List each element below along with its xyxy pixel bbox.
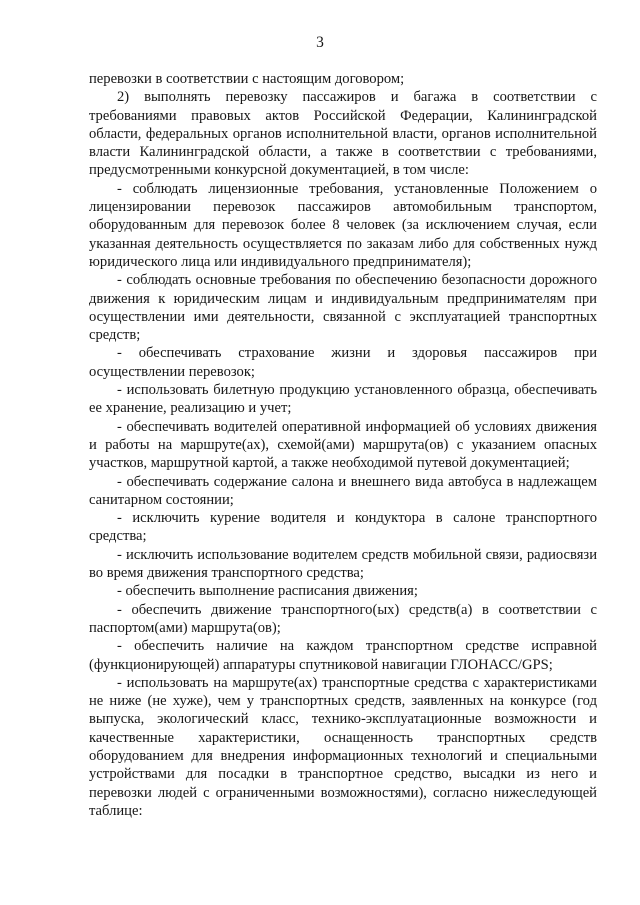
list-item: - обеспечить выполнение расписания движения;: [117, 583, 418, 600]
list-item: - обеспечить наличие на каждом транспортном средстве исправной (функционирующей) аппаратуры спутниковой навигации ГЛОНАСС/GPS;: [89, 638, 597, 673]
paragraph-continuation: перевозки в соответствии с настоящим договором;: [89, 71, 405, 87]
list-item: - использовать билетную продукцию установленного образца, обеспечивать ее хранение, реализацию и учет;: [89, 382, 597, 417]
list-item: - соблюдать основные требования по обеспечению безопасности дорожного движения к юридическим лицам и индивидуальным предпринимателям при осуществлении ими деятельности, связанной с эксплуатацией транспортных средств;: [89, 272, 597, 344]
list-item: - исключить курение водителя и кондуктора в салоне транспортного средства;: [89, 510, 597, 545]
list-item: - обеспечивать содержание салона и внешнего вида автобуса в надлежащем санитарном состоянии;: [89, 473, 597, 508]
list-item: - обеспечивать страхование жизни и здоровья пассажиров при осуществлении перевозок;: [89, 345, 597, 380]
list-item: - обеспечивать водителей оперативной информацией об условиях движения и работы на маршруте(ах), схемой(ами) маршрута(ов) с указанием опасных участков, маршрутной картой, а также необходимой путевой документацией;: [89, 418, 597, 472]
list-item: - исключить использование водителем средств мобильной связи, радиосвязи во время движения транспортного средства;: [89, 546, 597, 582]
list-item: - использовать на маршруте(ах) транспортные средства с характеристиками не ниже (не хуже), чем у транспортных средств, заявленных на конкурсе (год выпуска, экологический класс, технико-эксплуатационные возможности и качественные характеристики, оснащенность транспортных средств оборудованием для внедрения информационных технологий и специальными устройствами для посадки в транспортное средство, высадки из него и перевозки людей с ограниченными возможностями), согласно нижеследующей таблице:: [89, 674, 597, 819]
list-item: - соблюдать лицензионные требования, установленные Положением о лицензировании перевозок пассажиров автомобильным транспортом, оборудованным для перевозок более 8 человек (за исключением случая, если указанная деятельность осуществляется по заказам либо для собственных нужд юридического лица или индивидуального предпринимателя);: [89, 180, 597, 270]
paragraph-numbered: 2) выполнять перевозку пассажиров и багажа в соответствии с требованиями правовых актов Российской Федерации, Калининградской области, федеральных органов исполнительной власти, органов исполнительной власти Калининградской области, а также в соответствии с требованиями, предусмотренными конкурсной документацией, в том числе:: [89, 89, 597, 179]
page-number: 3: [316, 34, 324, 51]
list-item: - обеспечить движение транспортного(ых) средств(а) в соответствии с паспортом(ами) маршрута(ов);: [89, 601, 597, 636]
document-body: [89, 70, 597, 820]
